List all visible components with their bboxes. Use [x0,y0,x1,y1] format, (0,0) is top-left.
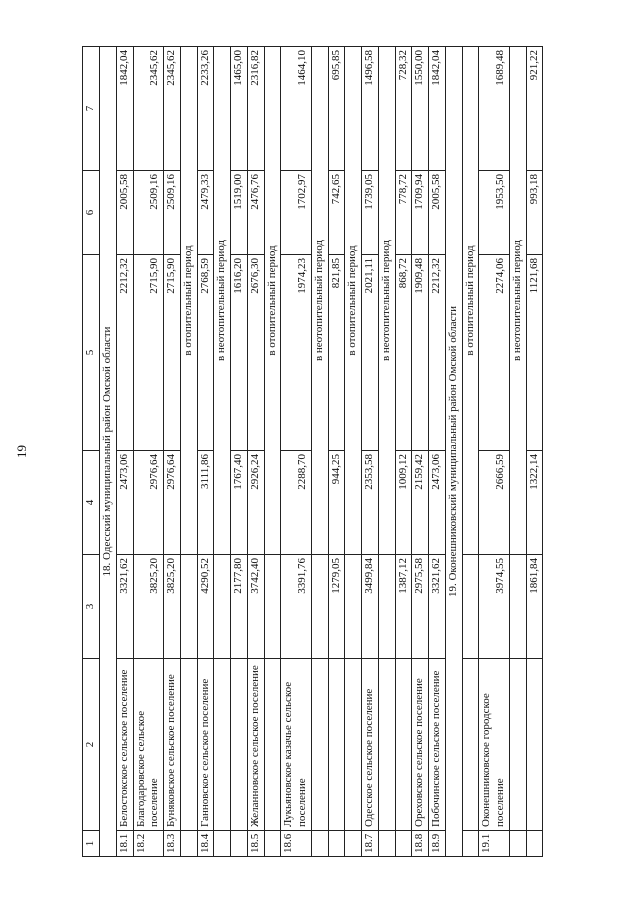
value-col7: 695,85 [328,47,345,171]
empty-cell [509,831,526,857]
row-number [328,831,345,857]
table-row [429,47,446,857]
column-header: 4 [83,451,100,555]
value-col6: 778,72 [395,171,412,255]
tariff-table [82,46,543,857]
empty-cell [311,659,328,831]
table-row [133,47,164,857]
value-col5: 1974,23 [281,255,312,451]
row-number: 18.1 [116,831,133,857]
empty-cell [214,555,231,659]
empty-cell [214,659,231,831]
value-col7: 2345,62 [164,47,181,171]
row-number: 19.1 [479,831,510,857]
column-header: 5 [83,255,100,451]
value-col4: 2666,59 [479,451,510,555]
period-label: в отопительный период [462,47,479,555]
empty-cell [462,831,479,857]
value-col7: 728,32 [395,47,412,171]
value-col5: 2212,32 [116,255,133,451]
period-label: в неотопительный период [311,47,328,555]
rotated-table-wrapper [82,47,618,857]
table-body [83,47,543,857]
period-row [264,47,281,857]
period-label: в неотопительный период [378,47,395,555]
value-col6: 2479,33 [197,171,214,255]
empty-cell [214,831,231,857]
settlement-name [526,659,543,831]
column-header: 7 [83,47,100,171]
value-col7: 2316,82 [247,47,264,171]
row-number: 18.9 [429,831,446,857]
value-col6: 2476,76 [247,171,264,255]
value-col5: 868,72 [395,255,412,451]
value-col4: 3111,86 [197,451,214,555]
value-col4: 2473,06 [429,451,446,555]
value-col3: 2177,80 [231,555,248,659]
row-number: 18.2 [133,831,164,857]
value-col5: 2768,59 [197,255,214,451]
value-col4: 2976,64 [164,451,181,555]
period-label: в неотопительный период [214,47,231,555]
period-label: в отопительный период [264,47,281,555]
empty-cell [180,831,197,857]
value-col4: 2159,42 [412,451,429,555]
table-row [362,47,379,857]
value-col7: 1464,10 [281,47,312,171]
value-col6: 2509,16 [133,171,164,255]
section-title: 18. Одесский муниципальный район Омской области [100,47,117,857]
settlement-name: Одесское сельское поселение [362,659,379,831]
table-row [395,47,412,857]
settlement-name [231,659,248,831]
column-header: 3 [83,555,100,659]
settlement-name: Оконешниковское городское поселение [479,659,510,831]
period-row [311,47,328,857]
value-col5: 2274,06 [479,255,510,451]
value-col7: 921,22 [526,47,543,171]
settlement-name: Желанновское сельское поселение [247,659,264,831]
page-number: 19 [14,445,29,458]
value-col6: 2005,58 [116,171,133,255]
section-title: 19. Оконешниковский муниципальный район Омской области [445,47,462,857]
value-col3: 3825,20 [164,555,181,659]
value-col5: 2676,30 [247,255,264,451]
period-row [509,47,526,857]
empty-cell [311,555,328,659]
value-col5: 2715,90 [164,255,181,451]
value-col7: 2345,62 [133,47,164,171]
table-row [526,47,543,857]
value-col6: 1702,97 [281,171,312,255]
value-col5: 821,85 [328,255,345,451]
table-row [412,47,429,857]
value-col7: 1842,04 [429,47,446,171]
period-label: в неотопительный период [509,47,526,555]
empty-cell [345,659,362,831]
period-label: в отопительный период [180,47,197,555]
settlement-name: Ореховское сельское поселение [412,659,429,831]
value-col3: 3321,62 [429,555,446,659]
period-row [378,47,395,857]
settlement-name: Лукьяновское казачье сельское поселение [281,659,312,831]
empty-cell [180,659,197,831]
settlement-name [328,659,345,831]
value-col3: 4290,52 [197,555,214,659]
empty-cell [378,555,395,659]
value-col3: 3742,40 [247,555,264,659]
period-row [345,47,362,857]
value-col6: 742,65 [328,171,345,255]
period-row [214,47,231,857]
table-row [247,47,264,857]
value-col7: 1550,00 [412,47,429,171]
empty-cell [509,555,526,659]
table-row [479,47,510,857]
value-col4: 1322,14 [526,451,543,555]
settlement-name: Ганновское сельское поселение [197,659,214,831]
value-col6: 993,18 [526,171,543,255]
value-col3: 2975,58 [412,555,429,659]
empty-cell [311,831,328,857]
column-header: 1 [83,831,100,857]
value-col6: 2509,16 [164,171,181,255]
value-col4: 2353,58 [362,451,379,555]
value-col7: 1842,04 [116,47,133,171]
value-col6: 1709,94 [412,171,429,255]
column-number-row [83,47,100,857]
value-col5: 2021,11 [362,255,379,451]
value-col5: 2715,90 [133,255,164,451]
value-col7: 1496,58 [362,47,379,171]
row-number [526,831,543,857]
value-col6: 2005,58 [429,171,446,255]
empty-cell [264,555,281,659]
settlement-name: Благодаровское сельское поселение [133,659,164,831]
empty-cell [345,555,362,659]
row-number [395,831,412,857]
row-number: 18.7 [362,831,379,857]
row-number: 18.6 [281,831,312,857]
period-row [462,47,479,857]
value-col3: 3391,76 [281,555,312,659]
value-col4: 2288,70 [281,451,312,555]
value-col5: 1121,68 [526,255,543,451]
value-col5: 1616,20 [231,255,248,451]
settlement-name: Побочинское сельское поселение [429,659,446,831]
row-number: 18.5 [247,831,264,857]
value-col4: 1009,12 [395,451,412,555]
value-col3: 1387,12 [395,555,412,659]
row-number [231,831,248,857]
value-col4: 2976,64 [133,451,164,555]
value-col3: 3974,55 [479,555,510,659]
empty-cell [462,555,479,659]
empty-cell [378,831,395,857]
table-row [164,47,181,857]
empty-cell [180,555,197,659]
empty-cell [264,831,281,857]
value-col3: 1279,05 [328,555,345,659]
period-label: в отопительный период [345,47,362,555]
row-number: 18.4 [197,831,214,857]
value-col7: 2233,26 [197,47,214,171]
settlement-name: Буняковское сельское поселение [164,659,181,831]
empty-cell [264,659,281,831]
value-col4: 2473,06 [116,451,133,555]
empty-cell [345,831,362,857]
value-col3: 3499,84 [362,555,379,659]
value-col4: 1767,40 [231,451,248,555]
section-header-row [100,47,117,857]
value-col3: 1861,84 [526,555,543,659]
row-number: 18.3 [164,831,181,857]
settlement-name: Белостокское сельское поселение [116,659,133,831]
value-col4: 944,25 [328,451,345,555]
period-row [180,47,197,857]
value-col4: 2926,24 [247,451,264,555]
table-row [328,47,345,857]
table-row [231,47,248,857]
value-col3: 3321,62 [116,555,133,659]
table-row [197,47,214,857]
value-col5: 1909,48 [412,255,429,451]
empty-cell [378,659,395,831]
value-col6: 1739,05 [362,171,379,255]
value-col7: 1689,48 [479,47,510,171]
column-header: 6 [83,171,100,255]
empty-cell [462,659,479,831]
value-col6: 1519,00 [231,171,248,255]
settlement-name [395,659,412,831]
value-col6: 1953,50 [479,171,510,255]
section-header-row [445,47,462,857]
table-row [281,47,312,857]
column-header: 2 [83,659,100,831]
value-col3: 3825,20 [133,555,164,659]
value-col5: 2212,32 [429,255,446,451]
table-row [116,47,133,857]
empty-cell [509,659,526,831]
row-number: 18.8 [412,831,429,857]
value-col7: 1465,00 [231,47,248,171]
